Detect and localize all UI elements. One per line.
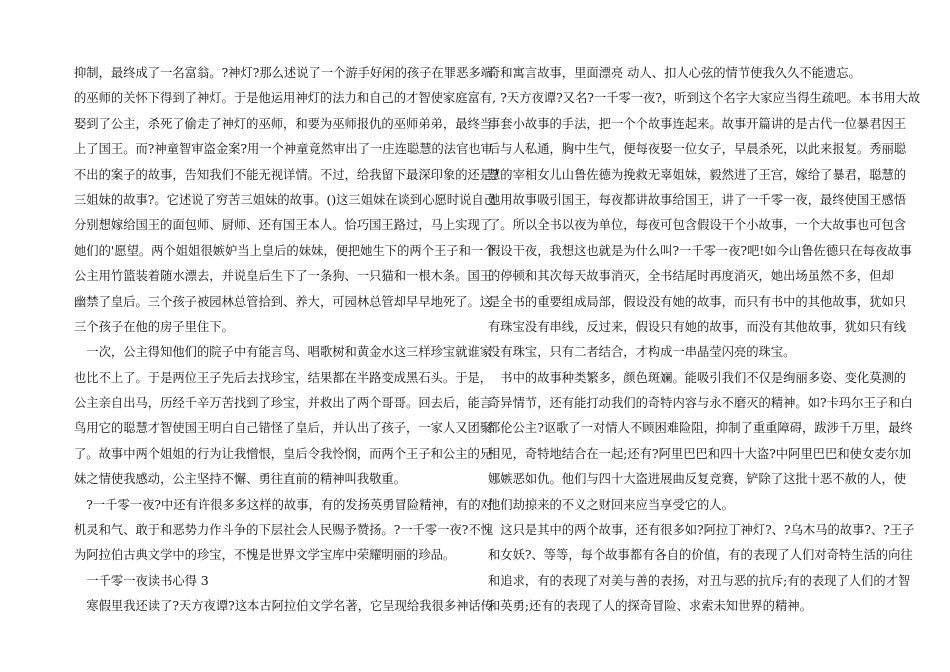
text-line: 寒假里我还读了?天方夜谭?这本古阿拉伯文学名著，它呈现给我很多神话传 — [74, 599, 493, 614]
text-line: ?天方夜谭?又名?一千零一夜?，听到这个名字大家应当得生疏吧。本书用大故 — [488, 91, 921, 106]
text-line: 她们的'愿望。两个姐姐很嫉妒当上皇后的妹妹，便把她生下的两个王子和一个 — [74, 243, 496, 258]
text-line: 和女妖?、等等，每个故事都有各自的价值，有的表现了人们对奇特生活的向往 — [488, 548, 913, 563]
text-line: 机灵和气、敢于和恶势力作斗争的下层社会人民赐予赞扬。?一千零一夜?不愧 — [74, 523, 493, 538]
text-line: 上了国王。而?神童智审盗金案?用一个神童竟然审出了一庄连聪慧的法官也审 — [74, 142, 493, 157]
text-line: 抑制，最终成了一名富翁。?神灯?那么述说了一个游手好闲的孩子在罪恶多端 — [74, 66, 493, 80]
text-line: 是全书的重要组成局部，假设没有她的故事，而只有书中的其他故事，犹如只 — [488, 294, 907, 309]
text-line: 了。所以全书以夜为单位，每夜可包含假设干个小故事，一个大故事也可包含 — [488, 218, 907, 233]
text-line: 为阿拉伯古典文学中的珍宝，不愧是世界文学宝库中荣耀明丽的珍品。 — [74, 548, 456, 563]
text-line: 和英勇;还有的表现了人的探奇冒险、求索未知世界的精神。 — [488, 599, 812, 614]
text-line: 后与人私通，胸中生气，便每夜娶一位女子，早晨杀死，以此来报复。秀丽聪 — [488, 142, 907, 157]
text-line: 的巫师的关怀下得到了神灯。于是他运用神灯的法力和自己的才智使家庭富有, — [74, 91, 497, 106]
text-line: 娶到了公主，杀死了偷走了神灯的巫师，和要为巫师报仇的巫师弟弟，最终当 — [74, 116, 493, 131]
text-line: 不出的案子的故事，告知我们不能无视详情。不过，给我留下最深印象的还是? — [74, 167, 499, 182]
text-line: 分别想嫁给国王的面包师、厨师、还有国王本人。恰巧国王路过，马上实现了 — [74, 218, 493, 233]
text-line: 一次，公主得知他们的院子中有能言鸟、唱歌树和黄金水这三样珍宝就谁家 — [74, 345, 493, 360]
text-line: 书中的故事种类繁多，颜色斑斓。能吸引我们不仅是绚丽多姿、变化莫测的 — [488, 370, 907, 385]
text-line: 有珠宝没有串线，反过来，假设只有她的故事，而没有其他故事，犹如只有线 — [488, 319, 907, 334]
text-line: 相见，奇特地结合在一起;还有?阿里巴巴和四十大盗?中阿里巴巴和使女麦尔加 — [488, 446, 912, 461]
text-line: 娜嫉恶如仇。他们与四十大盗进展曲反复竞赛，铲除了这批十恶不赦的人，使 — [488, 472, 907, 487]
text-line: 三个孩子在他的房子里住下。 — [74, 319, 234, 334]
text-line: 了。故事中两个姐姐的行为让我憎恨，皇后令我怜悯，而两个王子和公主的兄 — [74, 446, 493, 461]
text-line: 三姐妹的故事?。它述说了穷苦三姐妹的故事。()这三姐妹在谈到心愿时说自己 — [74, 192, 496, 207]
right-text-column — [488, 61, 921, 620]
text-line: 没有珠宝，只有二者结合，才构成一串晶莹闪亮的珠宝。 — [488, 345, 796, 360]
text-line: 奇异情节，还有能打动我们的奇特内容与永不磨灭的精神。如?卡玛尔王子和白 — [488, 396, 913, 411]
text-line: 他们劫掠来的不义之财回来应当享受它的人。 — [488, 497, 734, 512]
text-line: 妹之情使我感动，公主坚持不懈、勇往直前的精神叫我敬重。 — [74, 472, 407, 487]
left-text-column — [74, 61, 499, 620]
text-line: 这只是其中的两个故事，还有很多如?阿拉丁神灯?、?乌木马的故事?、?王子 — [488, 523, 915, 538]
text-line: 也比不上了。于是两位王子先后去找珍宝，结果都在半路变成黑石头。于是， — [74, 370, 493, 385]
text-line: 慧的宰相女儿山鲁佐德为挽救无辜姐妹，毅然进了王宫，嫁给了暴君，聪慧的 — [488, 167, 907, 182]
text-line: 都伦公主?讴歌了一对情人不顾困难险阻，抑制了重重障碍，跋涉千万里，最终 — [488, 421, 913, 436]
section-heading: 一千零一夜读书心得 3 — [74, 573, 209, 588]
text-line: 的停顿和其次每天故事消灭，全书结尾时再度消灭，她出场虽然不多，但却 — [488, 269, 894, 284]
text-line: 和追求，有的表现了对美与善的表扬，对丑与恶的抗斥;有的表现了人们的才智 — [488, 573, 911, 588]
text-line: ?一千零一夜?中还有许很多多这样的故事，有的发扬英勇冒险精神，有的对 — [74, 497, 493, 512]
text-line: 幽禁了皇后。三个孩子被园林总管拾到、养大，可园林总管却早早地死了。这 — [74, 294, 493, 309]
text-line: 事套小故事的手法，把一个个故事连起来。故事开篇讲的是古代一位暴君因王 — [488, 116, 907, 131]
text-line: 她用故事吸引国王，每夜都讲故事给国王，讲了一千零一夜，最终使国王感悟 — [488, 192, 907, 207]
text-line: 公主亲自出马，历经千辛万苦找到了珍宝，并救出了两个哥哥。回去后，能言 — [74, 396, 493, 411]
text-line: 鸟用它的聪慧才智使国王明白自己错怪了皇后，并认出了孩子，一家人又团聚 — [74, 421, 493, 436]
text-line: 假设干夜，我想这也就是为什么叫?一千零一夜?吧!如今山鲁佐德只在每夜故事 — [488, 243, 912, 258]
text-line: 奇和寓言故事，里面漂亮 动人、扣人心弦的情节使我久久不能遗忘。 — [488, 66, 861, 80]
text-line: 公主用竹篮装着随水漂去，并说皇后生下了一条狗、一只猫和一根木条。国王 — [74, 269, 493, 284]
